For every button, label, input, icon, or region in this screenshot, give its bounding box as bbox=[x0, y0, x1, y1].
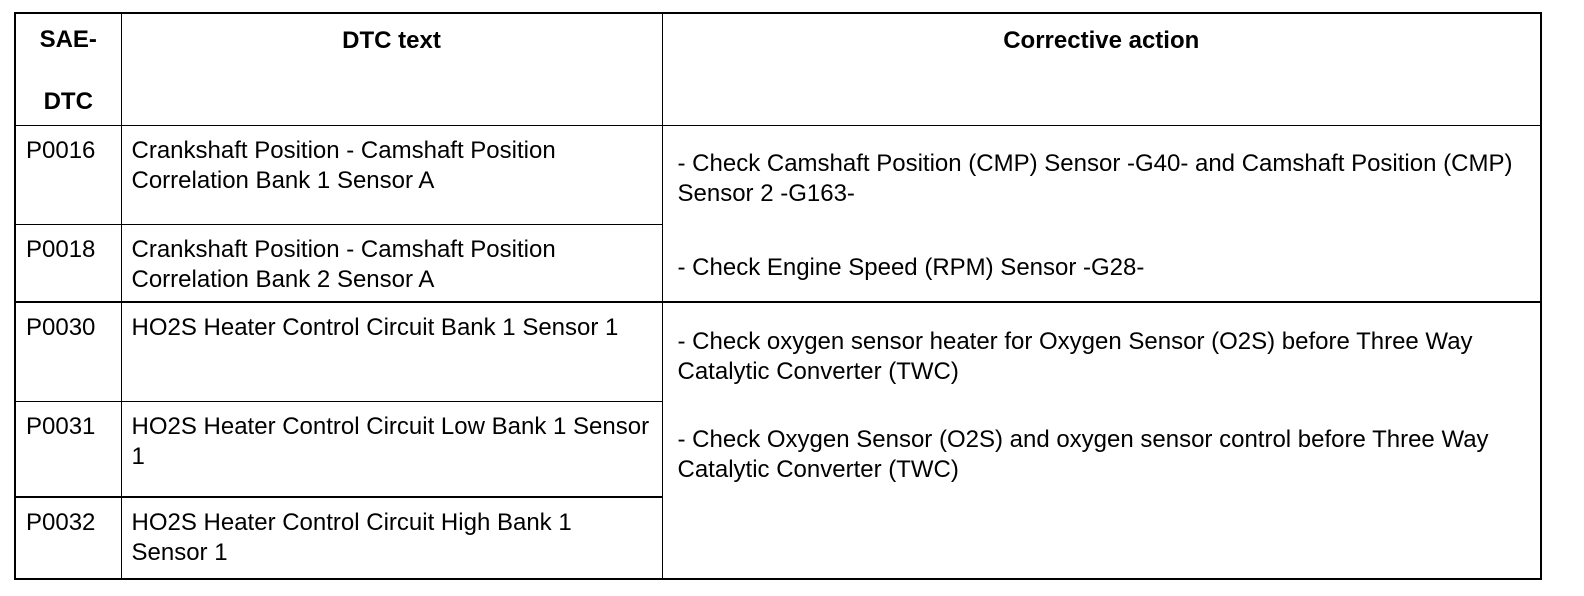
header-corrective-action: Corrective action bbox=[662, 13, 1541, 125]
dtc-text: Crankshaft Position - Camshaft Position Correlation Bank 1 Sensor A bbox=[121, 125, 662, 224]
corrective-action-group-2 bbox=[662, 302, 1541, 579]
dtc-code: P0031 bbox=[15, 401, 121, 497]
header-sae-dtc bbox=[15, 13, 121, 125]
header-row bbox=[15, 13, 1541, 125]
action-item: - Check Engine Speed (RPM) Sensor -G28- bbox=[677, 254, 1145, 282]
dtc-text: HO2S Heater Control Circuit Bank 1 Sensor 1 bbox=[121, 302, 662, 401]
dtc-code: P0032 bbox=[15, 497, 121, 579]
table-row bbox=[15, 125, 1541, 224]
dtc-code: P0016 bbox=[15, 125, 121, 224]
corrective-action-group-1 bbox=[662, 125, 1541, 302]
header-dtc-label: DTC bbox=[43, 88, 93, 115]
action-item: - Check oxygen sensor heater for Oxygen Sensor (O2S) before Three Way Catalytic Converter (TWC) bbox=[677, 328, 1473, 385]
table-row bbox=[15, 302, 1541, 401]
header-sae-label: SAE- bbox=[39, 26, 97, 53]
dtc-code: P0018 bbox=[15, 224, 121, 302]
dtc-text: HO2S Heater Control Circuit Low Bank 1 Sensor 1 bbox=[121, 401, 662, 497]
dtc-code: P0030 bbox=[15, 302, 121, 401]
dtc-text: Crankshaft Position - Camshaft Position Correlation Bank 2 Sensor A bbox=[121, 224, 662, 302]
action-item: - Check Oxygen Sensor (O2S) and oxygen sensor control before Three Way Catalytic Converter (TWC) bbox=[677, 426, 1489, 483]
dtc-table bbox=[14, 12, 1542, 580]
header-dtc-text: DTC text bbox=[121, 13, 662, 125]
dtc-text: HO2S Heater Control Circuit High Bank 1 Sensor 1 bbox=[121, 497, 662, 579]
action-item: - Check Camshaft Position (CMP) Sensor -G40- and Camshaft Position (CMP) Sensor 2 -G163- bbox=[677, 150, 1513, 208]
